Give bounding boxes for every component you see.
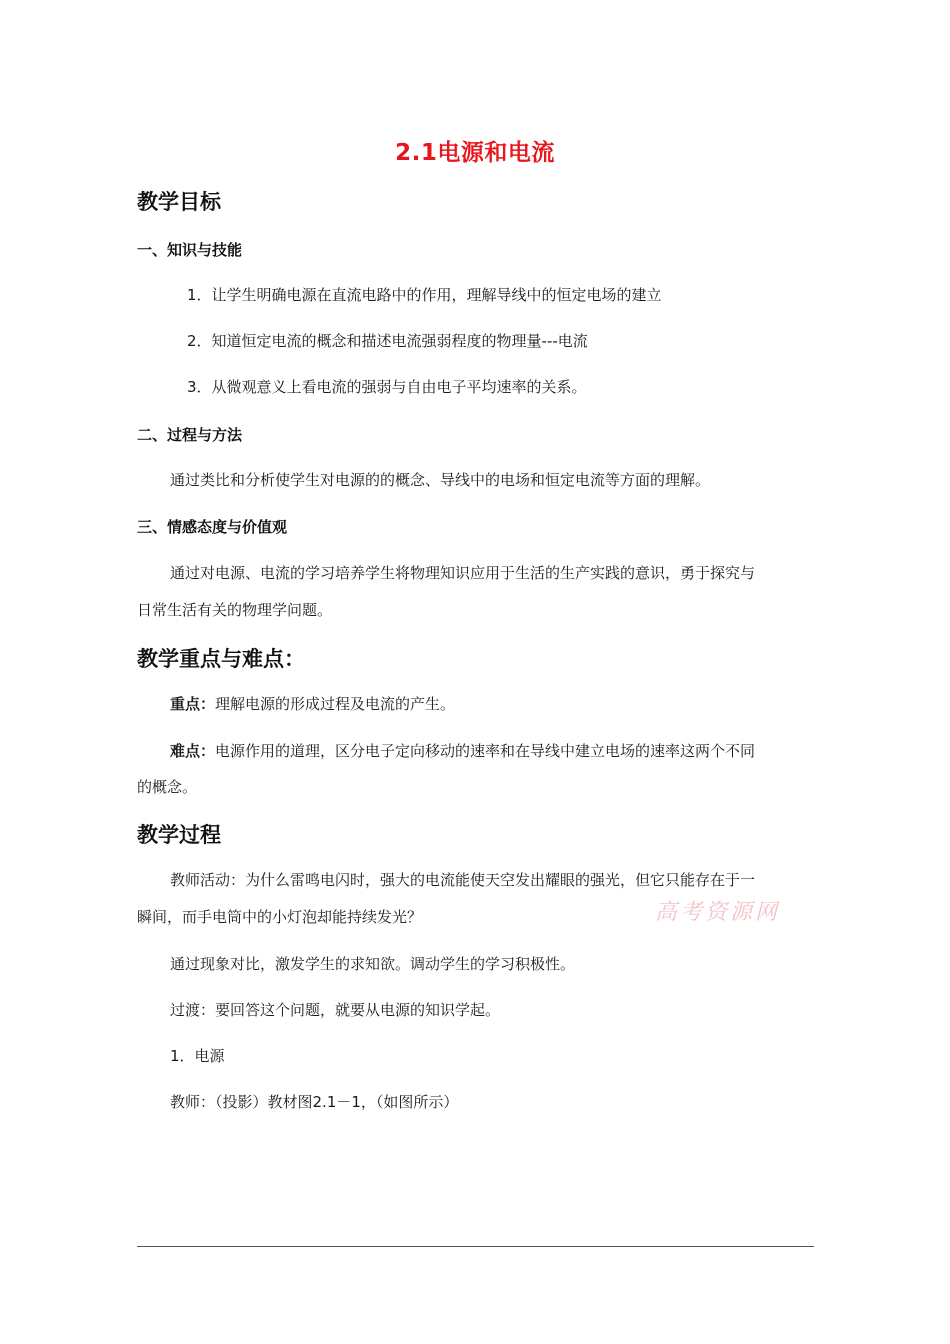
teacher-activity-line-2: 瞬间，而手电筒中的小灯泡却能持续发光？ bbox=[137, 908, 423, 926]
footer-divider bbox=[137, 1246, 814, 1247]
focus-text: 理解电源的形成过程及电流的产生。 bbox=[215, 695, 456, 713]
difficulty-paragraph bbox=[170, 740, 755, 761]
watermark-logo: 高考资源网 bbox=[655, 900, 781, 925]
difficulty-text-line-2: 的概念。 bbox=[137, 778, 198, 796]
difficulty-text-line-1: 电源作用的道理，区分电子定向移动的速率和在导线中建立电场的速率这两个不同 bbox=[215, 742, 756, 760]
section-power-source: 1．电源 bbox=[170, 1047, 225, 1065]
heading-process: 教学过程 bbox=[137, 823, 221, 847]
teacher-activity-line-1: 教师活动：为什么雷鸣电闪时，强大的电流能使天空发出耀眼的强光，但它只能存在于一 bbox=[170, 871, 756, 889]
attitude-values-line-2: 日常生活有关的物理学问题。 bbox=[137, 601, 333, 619]
document-title: 2.1电源和电流 bbox=[395, 140, 555, 166]
process-method-text: 通过类比和分析使学生对电源的的概念、导线中的电场和恒定电流等方面的理解。 bbox=[170, 471, 711, 489]
focus-paragraph bbox=[170, 693, 455, 714]
objective-item-1: 1．让学生明确电源在直流电路中的作用，理解导线中的恒定电场的建立 bbox=[187, 286, 662, 304]
heading-objectives: 教学目标 bbox=[137, 190, 221, 214]
objective-item-2: 2．知道恒定电流的概念和描述电流强弱程度的物理量---电流 bbox=[187, 332, 588, 350]
subheading-process-method: 二、过程与方法 bbox=[137, 426, 243, 444]
subheading-knowledge-skills: 一、知识与技能 bbox=[137, 241, 243, 259]
attitude-values-line-1: 通过对电源、电流的学习培养学生将物理知识应用于生活的生产实践的意识，勇于探究与 bbox=[170, 564, 756, 582]
transition-text: 过渡：要回答这个问题，就要从电源的知识学起。 bbox=[170, 1001, 501, 1019]
teacher-projection-text: 教师：（投影）教材图2.1－1，（如图所示） bbox=[170, 1093, 459, 1111]
objective-item-3: 3．从微观意义上看电流的强弱与自由电子平均速率的关系。 bbox=[187, 378, 587, 396]
subheading-attitude-values: 三、情感态度与价值观 bbox=[137, 518, 288, 536]
heading-keypoints: 教学重点与难点： bbox=[137, 647, 305, 671]
phenomenon-comparison-text: 通过现象对比，激发学生的求知欲。调动学生的学习积极性。 bbox=[170, 955, 576, 973]
difficulty-label: 难点： bbox=[170, 742, 216, 760]
focus-label: 重点： bbox=[170, 695, 216, 713]
